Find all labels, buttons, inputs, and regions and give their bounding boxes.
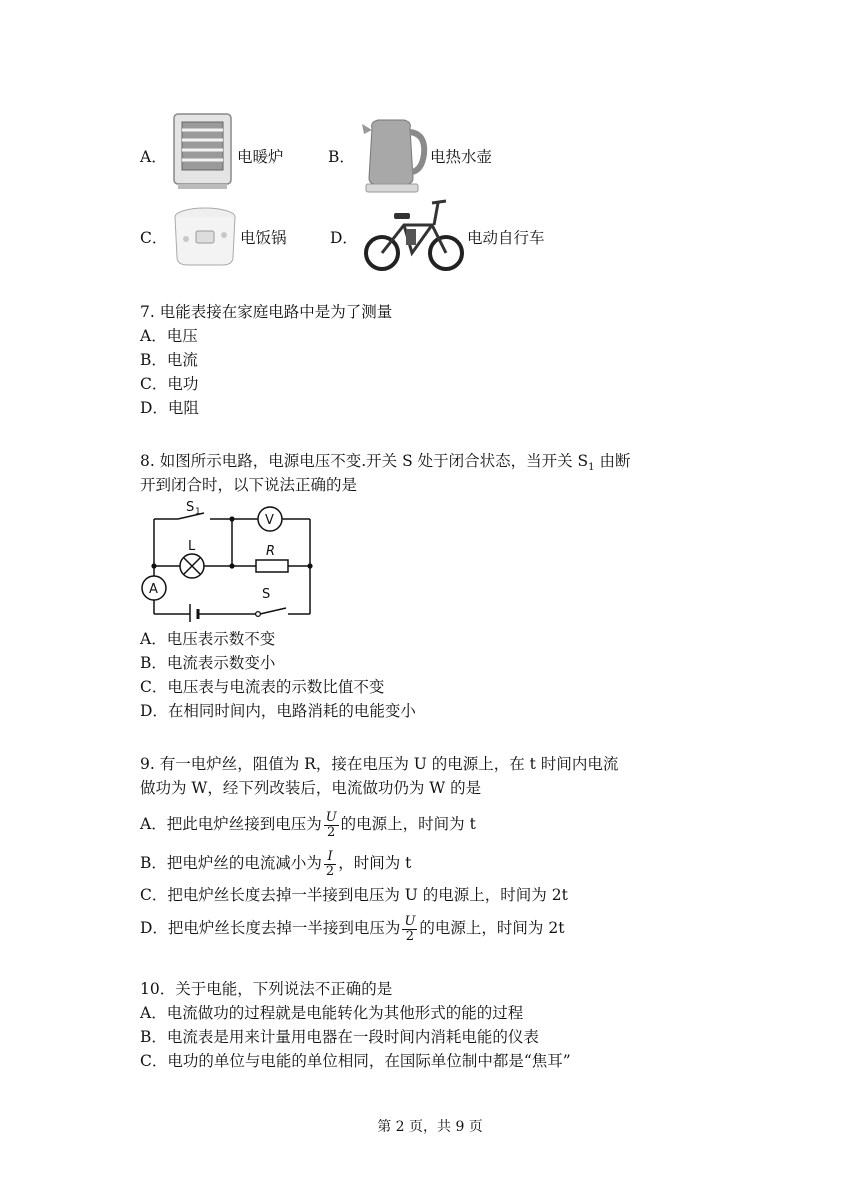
q6-option-d-label: 电动自行车	[467, 229, 545, 247]
q9-option-b: B．把电炉丝的电流减小为 $\frac{I}{2}$ ，时间为 t	[140, 848, 412, 879]
ebike-icon	[362, 195, 466, 273]
q6-option-a-letter: A．	[140, 148, 167, 166]
page-footer: 第 2 页，共 9 页	[377, 1119, 483, 1135]
q6-option-b-letter: B．	[328, 148, 355, 166]
q6-option-b-label: 电热水壶	[430, 148, 493, 166]
q9-option-d: D．把电炉丝长度去掉一半接到电压为 $\frac{U}{2}$ 的电源上，时间为 2t	[140, 913, 565, 944]
circuit-diagram	[138, 500, 318, 622]
fraction-u-over-2: $\frac{U}{2}$	[404, 913, 416, 944]
q8-option-a: A．电压表示数不变	[140, 630, 276, 648]
q7-option-b: B．电流	[140, 351, 198, 369]
q8-stem-line2: 开到闭合时，以下说法正确的是	[140, 476, 358, 494]
q7-option-d: D．电阻	[140, 399, 199, 417]
q10-stem: 10．关于电能，下列说法不正确的是	[140, 980, 393, 998]
circuit-label-l: L	[188, 539, 196, 554]
q7-option-c: C．电功	[140, 375, 199, 393]
fraction-i-over-2: $\frac{I}{2}$	[325, 848, 335, 879]
kettle-icon	[358, 112, 430, 194]
fraction-u-over-2: $\frac{U}{2}$	[325, 809, 337, 840]
q6-option-d-letter: D．	[330, 229, 358, 247]
q8-option-b: B．电流表示数变小	[140, 654, 276, 672]
q6-option-a-label: 电暖炉	[237, 148, 284, 166]
q9-option-a: A．把此电炉丝接到电压为 $\frac{U}{2}$ 的电源上，时间为 t	[140, 809, 476, 840]
q8-stem-line1: 8. 如图所示电路，电源电压不变.开关 S 处于闭合状态，当开关 $S_1$ 由断	[140, 452, 631, 474]
q6-option-c-label: 电饭锅	[240, 229, 287, 247]
q10-option-b: B．电流表是用来计量用电器在一段时间内消耗电能的仪表	[140, 1028, 539, 1046]
q8-option-d: D．在相同时间内，电路消耗的电能变小	[140, 702, 416, 720]
q7-option-a: A．电压	[140, 327, 198, 345]
circuit-label-a: A	[149, 582, 158, 597]
circuit-label-r: R	[266, 544, 276, 559]
circuit-label-s1-sub: 1	[195, 507, 201, 517]
q6-option-c-letter: C．	[140, 229, 168, 247]
circuit-label-s1: S	[186, 500, 195, 515]
q9-stem-line2: 做功为 W，经下列改装后，电流做功仍为 W 的是	[140, 779, 482, 797]
q7-stem: 7. 电能表接在家庭电路中是为了测量	[140, 303, 393, 321]
q10-option-a: A．电流做功的过程就是电能转化为其他形式的能的过程	[140, 1004, 524, 1022]
q9-stem-line1: 9. 有一电炉丝，阻值为 R，接在电压为 U 的电源上，在 t 时间内电流	[140, 755, 619, 773]
q8-option-c: C．电压表与电流表的示数比值不变	[140, 678, 385, 696]
circuit-label-s: S	[262, 587, 271, 602]
heater-icon	[170, 112, 235, 190]
circuit-label-v: V	[265, 513, 274, 528]
q10-option-c: C．电功的单位与电能的单位相同，在国际单位制中都是“焦耳”	[140, 1052, 571, 1070]
q9-option-c: C．把电炉丝长度去掉一半接到电压为 U 的电源上，时间为 2t	[140, 886, 568, 904]
rice-cooker-icon	[172, 205, 238, 267]
